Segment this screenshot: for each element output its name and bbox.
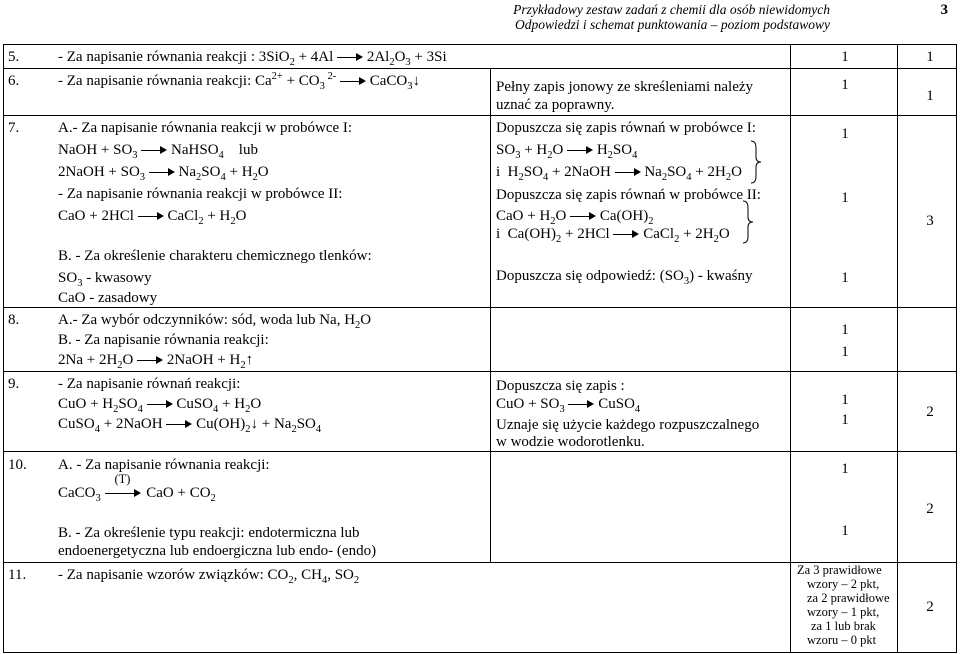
task-7-note-eq3: CaO + $H_2O$ $Ca(OH)_2$ xyxy=(496,208,654,227)
task-10b-line2: endoenergetyczna lub endoergiczna lub endo- (endo) xyxy=(58,543,377,559)
task-7-probowka2-label: - Za napisanie równania reakcji w probówce II: xyxy=(58,186,343,202)
task-6-note-line2: uznać za poprawny. xyxy=(496,97,615,113)
task-10b-line1: B. - Za określenie typu reakcji: endotermiczna lub xyxy=(58,525,360,541)
task-7-points-a2: 1 xyxy=(841,190,849,206)
task-7-note-eq1: $SO_3 + H_2O$ $H_2SO_4$ xyxy=(496,142,638,161)
task-7-so3: $SO_3$ - kwasowy xyxy=(58,270,152,289)
task-9-eq1: CuO + $H_2SO_4$ CuSO$_4$ + $H_2O$ xyxy=(58,396,262,415)
table-bottom-border xyxy=(3,652,957,653)
task-10a: A. - Za napisanie równania reakcji: xyxy=(58,457,270,473)
task-7-points-a1: 1 xyxy=(841,126,849,142)
task-5-text: - Za napisanie równania reakcji : 3SiO$_2$ + 4Al $2Al_2O_3 + 3Si$ xyxy=(58,49,447,68)
task-9-note3: Uznaje się użycie każdego rozpuszczalnego xyxy=(496,417,760,433)
table-right-border xyxy=(956,44,957,652)
task-9-note4: w wodzie wodorotlenku. xyxy=(496,434,645,450)
table-left-border xyxy=(3,44,4,652)
task-7a-label: A.- Za napisanie równania reakcji w probówce I: xyxy=(58,120,353,136)
task-11-sum: 2 xyxy=(926,599,934,615)
arrow-icon xyxy=(570,212,596,222)
brace-icon xyxy=(750,140,762,184)
column-divider xyxy=(790,44,791,652)
task-7-points-b: 1 xyxy=(841,270,849,286)
task-5-number: 5. xyxy=(8,49,20,65)
arrow-icon xyxy=(568,400,594,410)
task-7-note-i: Dopuszcza się zapis równań w probówce I: xyxy=(496,120,756,136)
arrow-icon xyxy=(567,146,593,156)
task-10-points-b: 1 xyxy=(841,523,849,539)
arrow-icon xyxy=(166,420,192,430)
task-6-text: - Za napisanie równania reakcji: $Ca^{2+} + CO_3$ $^{2-}$ CaCO$_3$↓ xyxy=(58,71,420,92)
task-7-eq3: CaO + 2HCl CaCl$_2$ + $H_2O$ xyxy=(58,208,247,227)
row-divider xyxy=(3,68,957,69)
task-10-condition: (T) xyxy=(114,472,131,486)
header-subtitle: Odpowiedzi i schemat punktowania – poziom podstawowy xyxy=(515,17,830,32)
arrow-icon xyxy=(141,146,167,156)
arrow-icon xyxy=(337,53,363,63)
task-9-sum: 2 xyxy=(926,404,934,420)
task-8-points-b: 1 xyxy=(841,344,849,360)
task-7-note-eq2: i $H_2SO_4$ + 2NaOH $Na_2SO_4 + 2H_2O$ xyxy=(496,164,742,183)
arrow-icon xyxy=(149,168,175,178)
task-8-points-a: 1 xyxy=(841,322,849,338)
task-7-eq2: 2NaOH + $SO_3$ $Na_2SO_4 + H_2O$ xyxy=(58,164,269,183)
task-7-eq1: NaOH + $SO_3$ NaHSO$_4$ lub xyxy=(58,142,258,161)
task-10-sum: 2 xyxy=(926,501,934,517)
arrow-icon xyxy=(105,489,141,499)
task-11-text: - Za napisanie wzorów związków: $CO_2$, $CH_4$, $SO_2$ xyxy=(58,567,360,586)
row-divider xyxy=(3,115,957,116)
header-title: Przykładowy zestaw zadań z chemii dla osób niewidomych xyxy=(513,2,830,17)
arrow-icon xyxy=(137,356,163,366)
task-7-cao: CaO - zasadowy xyxy=(58,290,158,306)
task-9-label: - Za napisanie równań reakcji: xyxy=(58,376,241,392)
task-7-note-eq4: i $Ca(OH)_2 + 2HCl$ CaCl$_2$ + $2H_2O$ xyxy=(496,226,730,245)
task-6-points: 1 xyxy=(841,77,849,93)
task-8a: A.- Za wybór odczynników: sód, woda lub Na, $H_2O$ xyxy=(58,312,372,331)
column-divider xyxy=(897,44,898,652)
brace-icon xyxy=(742,200,754,244)
row-divider xyxy=(3,307,957,308)
task-5-sum: 1 xyxy=(926,49,934,65)
task-9-number: 9. xyxy=(8,376,20,392)
arrow-icon xyxy=(613,230,639,240)
task-6-note-line1: Pełny zapis jonowy ze skreśleniami należy xyxy=(496,79,754,95)
task-9-note1: Dopuszcza się zapis : xyxy=(496,378,625,394)
task-7b-label: B. - Za określenie charakteru chemicznego tlenków: xyxy=(58,248,372,264)
task-7-sum: 3 xyxy=(926,213,934,229)
task-10-points-a: 1 xyxy=(841,461,849,477)
task-9-eq2: CuSO$_4$ + 2NaOH $Cu(OH)_2↓ + Na_2SO_4$ xyxy=(58,416,322,435)
task-8-number: 8. xyxy=(8,312,20,328)
table-top-border xyxy=(3,44,957,45)
task-7-note-b: Dopuszcza się odpowiedź: $(SO_3)$ - kwaśny xyxy=(496,268,753,287)
task-11-number: 11. xyxy=(8,567,27,583)
arrow-icon xyxy=(147,400,173,410)
task-11-scoring: Za 3 prawidłowe wzory – 2 pkt, za 2 prawidłowe wzory – 1 pkt, za 1 lub brak wzoru – 0 pkt xyxy=(797,563,890,647)
task-8b: B. - Za napisanie równania reakcji: xyxy=(58,332,269,348)
task-9-note2: CuO + $SO_3$ CuSO$_4$ xyxy=(496,396,641,415)
task-7-number: 7. xyxy=(8,120,20,136)
task-9-points-1: 1 xyxy=(841,392,849,408)
arrow-icon xyxy=(340,77,366,87)
column-divider xyxy=(490,68,491,562)
page-number: 3 xyxy=(940,2,948,18)
arrow-icon xyxy=(615,168,641,178)
row-divider xyxy=(3,371,957,372)
task-9-points-2: 1 xyxy=(841,412,849,428)
task-5-points: 1 xyxy=(841,49,849,65)
task-6-number: 6. xyxy=(8,73,20,89)
arrow-icon xyxy=(138,212,164,222)
task-7-note-ii: Dopuszcza się zapis równań w probówce II: xyxy=(496,187,761,203)
task-10-number: 10. xyxy=(8,457,27,473)
task-8-eq: $2Na + 2H_2O$ 2NaOH + $H_2↑$ xyxy=(58,352,254,371)
task-10-eq: CaCO$_3$ (T) CaO + $CO_2$ xyxy=(58,472,216,504)
row-divider xyxy=(3,451,957,452)
task-6-sum: 1 xyxy=(926,88,934,104)
